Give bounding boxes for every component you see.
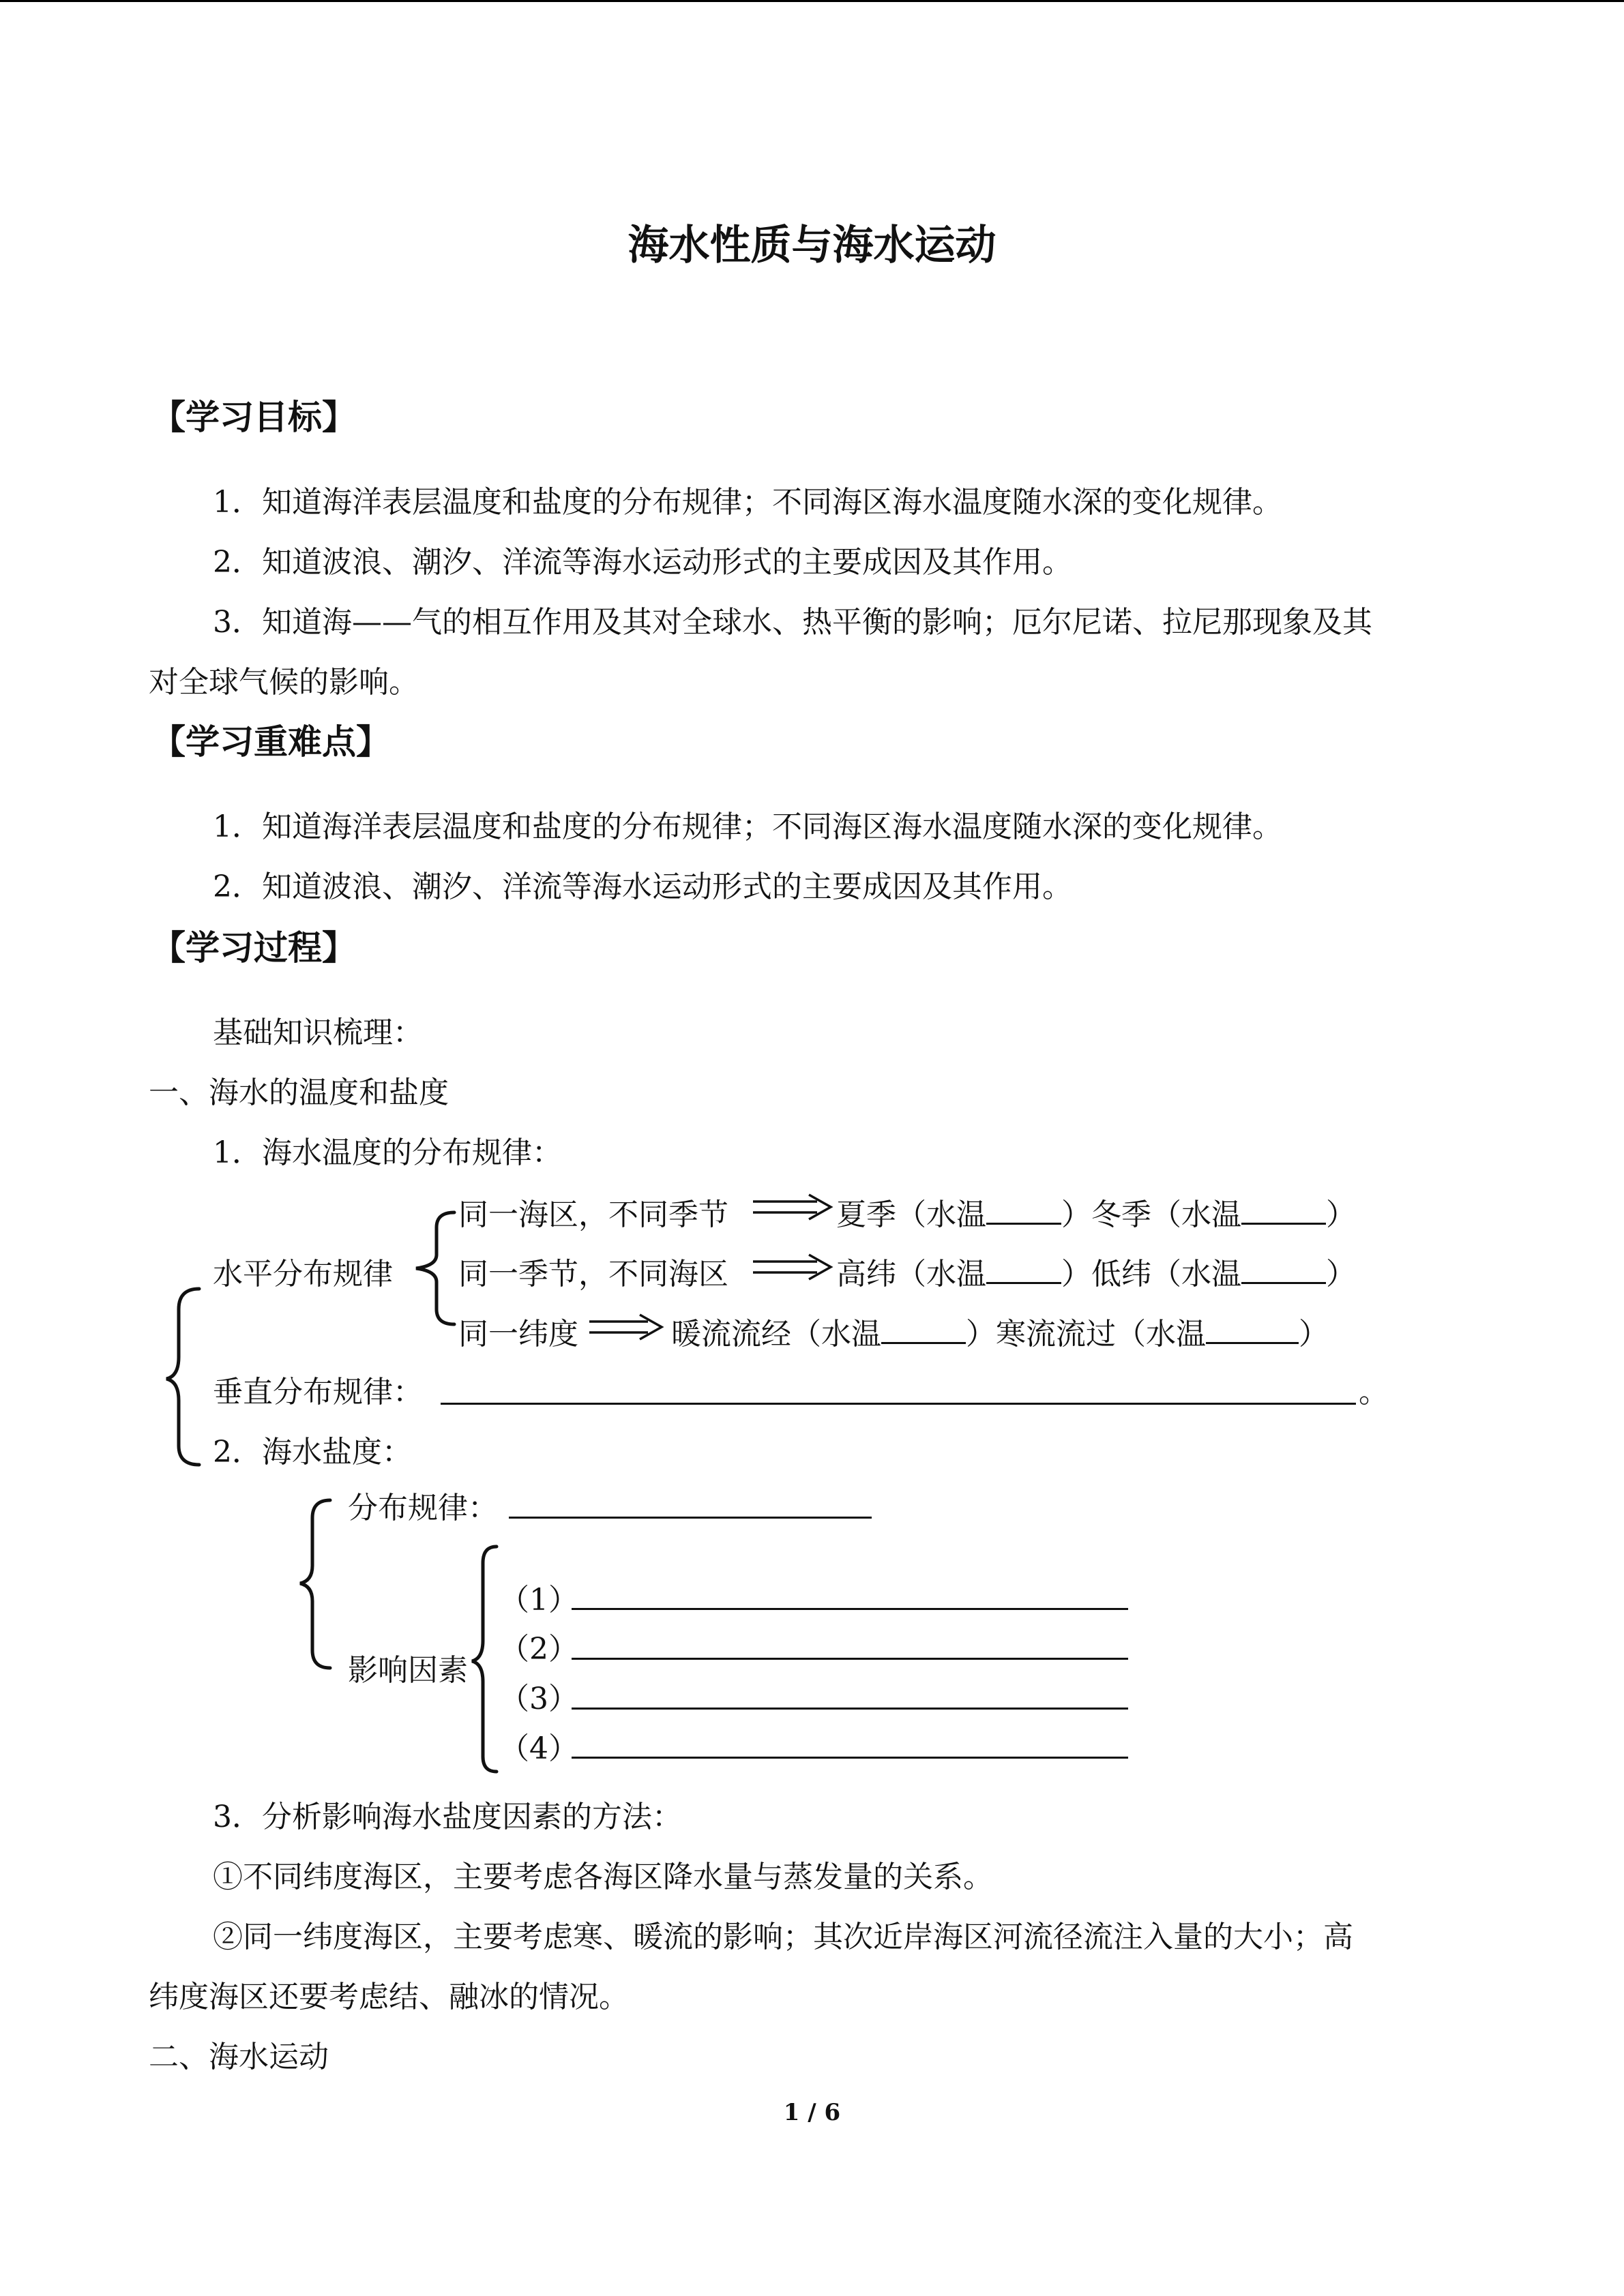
distribution-label: 分布规律： bbox=[348, 1491, 498, 1525]
page-title: 海水性质与海水运动 bbox=[628, 222, 996, 269]
salinity-title: 2．海水盐度： bbox=[213, 1435, 412, 1470]
objective-item-2: 2．知道波浪、潮汐、洋流等海水运动形式的主要成因及其作用。 bbox=[213, 545, 1072, 580]
brace-salinity bbox=[300, 1500, 330, 1668]
method-1: ①不同纬度海区，主要考虑各海区降水量与蒸发量的关系。 bbox=[213, 1860, 993, 1894]
method-2: ②同一纬度海区，主要考虑寒、暖流的影响；其次近岸海区河流径流注入量的大小；高 bbox=[213, 1920, 1353, 1954]
process-heading: 【学习过程】 bbox=[151, 928, 356, 968]
row-region-condition: 同一季节，不同海区 bbox=[458, 1257, 728, 1292]
arrow-icon-row1 bbox=[753, 1195, 831, 1219]
vertical-label: 垂直分布规律： bbox=[213, 1375, 423, 1410]
method-2-cont: 纬度海区还要考虑结、融冰的情况。 bbox=[149, 1980, 629, 2014]
row-latitude-values: 暖流流经（水温 ）寒流流过（水温 ） bbox=[671, 1309, 1329, 1353]
brace-horizontal-rows bbox=[416, 1212, 454, 1324]
row-season-condition: 同一海区，不同季节 bbox=[458, 1197, 728, 1232]
factor-2-label: （2） bbox=[499, 1632, 578, 1667]
key-point-item-1: 1．知道海洋表层温度和盐度的分布规律；不同海区海水温度随水深的变化规律。 bbox=[213, 809, 1282, 844]
objective-item-3-cont: 对全球气候的影响。 bbox=[149, 665, 419, 700]
factor-4-label: （4） bbox=[499, 1731, 578, 1766]
part1-heading: 一、海水的温度和盐度 bbox=[149, 1075, 449, 1110]
objective-item-1: 1．知道海洋表层温度和盐度的分布规律；不同海区海水温度随水深的变化规律。 bbox=[213, 485, 1282, 520]
temperature-title: 1．海水温度的分布规律： bbox=[213, 1135, 562, 1170]
part2-heading: 二、海水运动 bbox=[149, 2040, 329, 2074]
intro-text: 基础知识梳理： bbox=[213, 1015, 423, 1050]
factors-label: 影响因素 bbox=[348, 1653, 468, 1688]
page-number: 1 / 6 bbox=[783, 2099, 841, 2126]
key-point-item-2: 2．知道波浪、潮汐、洋流等海水运动形式的主要成因及其作用。 bbox=[213, 869, 1072, 904]
factor-1-label: （1） bbox=[499, 1583, 578, 1617]
arrow-icon-row2 bbox=[753, 1255, 831, 1279]
horizontal-label: 水平分布规律 bbox=[213, 1257, 393, 1292]
row-latitude-condition: 同一纬度 bbox=[458, 1317, 578, 1352]
factor-3-label: （3） bbox=[499, 1682, 578, 1716]
row-season-values: 夏季（水温 ）冬季（水温 ） bbox=[836, 1190, 1356, 1234]
brace-factors bbox=[472, 1547, 497, 1772]
brace-temperature bbox=[166, 1289, 199, 1465]
vertical-end: 。 bbox=[1359, 1375, 1389, 1410]
objective-item-3: 3．知道海——气的相互作用及其对全球水、热平衡的影响；厄尔尼诺、拉尼那现象及其 bbox=[213, 605, 1372, 640]
key-points-heading: 【学习重难点】 bbox=[151, 722, 390, 762]
arrow-icon-row3 bbox=[589, 1315, 662, 1339]
method-title: 3．分析影响海水盐度因素的方法： bbox=[213, 1800, 682, 1834]
objectives-heading: 【学习目标】 bbox=[151, 398, 356, 437]
row-region-values: 高纬（水温 ）低纬（水温 ） bbox=[836, 1249, 1356, 1293]
